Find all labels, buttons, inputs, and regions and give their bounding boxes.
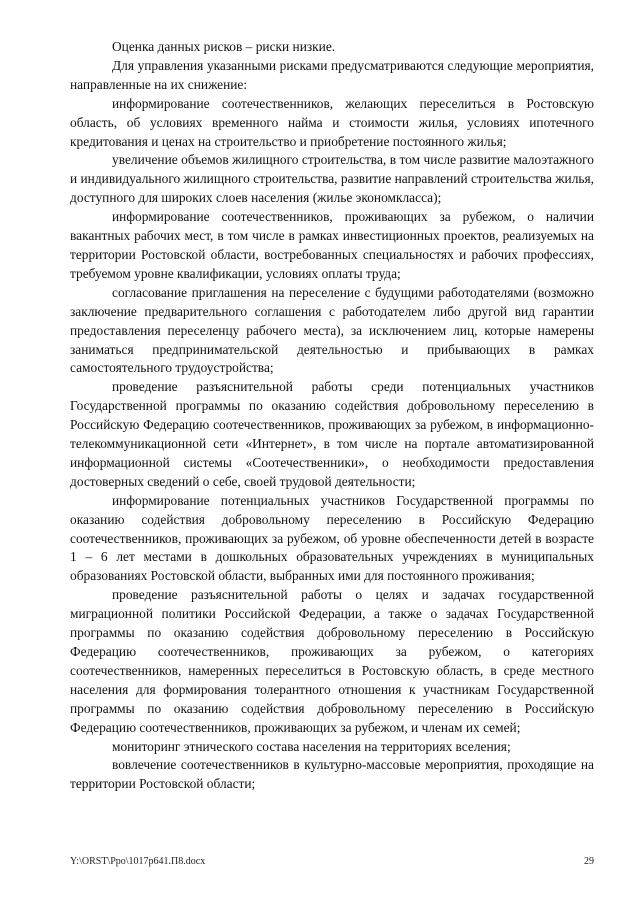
document-body [70, 38, 594, 794]
paragraph: вовлечение соотечественников в культурно-массовые мероприятия, проходящие на территории Ростовской области; [70, 757, 594, 792]
paragraph: проведение разъяснительной работы среди потенциальных участников Государственной программы по оказанию содействия добровольному переселению в Российскую Федерацию соотечественников, проживающих за рубежом, в информационно-телекоммуникационной сети «Интернет», в том числе на портале автоматизированной информационной системы «Соотечественники», о необходимости предоставления достоверных сведений о себе, своей трудовой деятельности; [70, 379, 594, 489]
paragraph: информирование соотечественников, проживающих за рубежом, о наличии вакантных рабочих мест, в том числе в рамках инвестиционных проектов, реализуемых на территории Ростовской области, востребованных специальностях и рабочих профессиях, требуемом уровне квалификации, условиях оплаты труда; [70, 209, 594, 281]
footer-file-path: Y:\ORST\Ppo\1017p641.П8.docx [70, 856, 206, 867]
paragraph: мониторинг этнического состава населения на территориях вселения; [112, 738, 511, 754]
paragraph: Оценка данных рисков – риски низкие. [112, 39, 336, 54]
paragraph: согласование приглашения на переселение с будущими работодателями (возможно заключение предварительного соглашения с работодателем либо другой вид гарантии предоставления переселенцу рабочего места), за исключением лиц, которые намерены заниматься предпринимательской деятельностью и прибывающих в рамках самостоятельного трудоустройства; [70, 284, 594, 376]
paragraph: информирование соотечественников, желающих переселиться в Ростовскую область, об условиях временного найма и стоимости жилья, условиях ипотечного кредитования и ценах на строительство и приобретение постоянного жилья; [70, 95, 594, 149]
page-number: 29 [584, 856, 594, 867]
paragraph: проведение разъяснительной работы о целях и задачах государственной миграционной политики Российской Федерации, а также о задачах Государственной программы по оказанию содействия добровольному переселению в Российскую Федерацию соотечественников, проживающих за рубежом, о категориях соотечественников, намеренных переселиться в Ростовскую область, в среде местного населения для формирования толерантного отношения к участникам Государственной программы по оказанию содействия добровольному переселению в Российскую Федерацию соотечественников, проживающих за рубежом, и членам их семей; [70, 587, 594, 735]
paragraph: информирование потенциальных участников Государственной программы по оказанию содействия добровольному переселению в Российскую Федерацию соотечественников, проживающих за рубежом, об уровне обеспеченности детей в возрасте 1 – 6 лет местами в дошкольных образовательных учреждениях в муниципальных образованиях Ростовской области, выбранных ими для постоянного проживания; [70, 492, 594, 584]
paragraph: Для управления указанными рисками предусматриваются следующие мероприятия, направленные на их снижение: [70, 57, 594, 92]
paragraph: увеличение объемов жилищного строительства, в том числе развитие малоэтажного и индивидуального жилищного строительства, развитие направлений строительства жилья, доступного для широких слоев населения (жилье экономкласса); [70, 152, 595, 206]
